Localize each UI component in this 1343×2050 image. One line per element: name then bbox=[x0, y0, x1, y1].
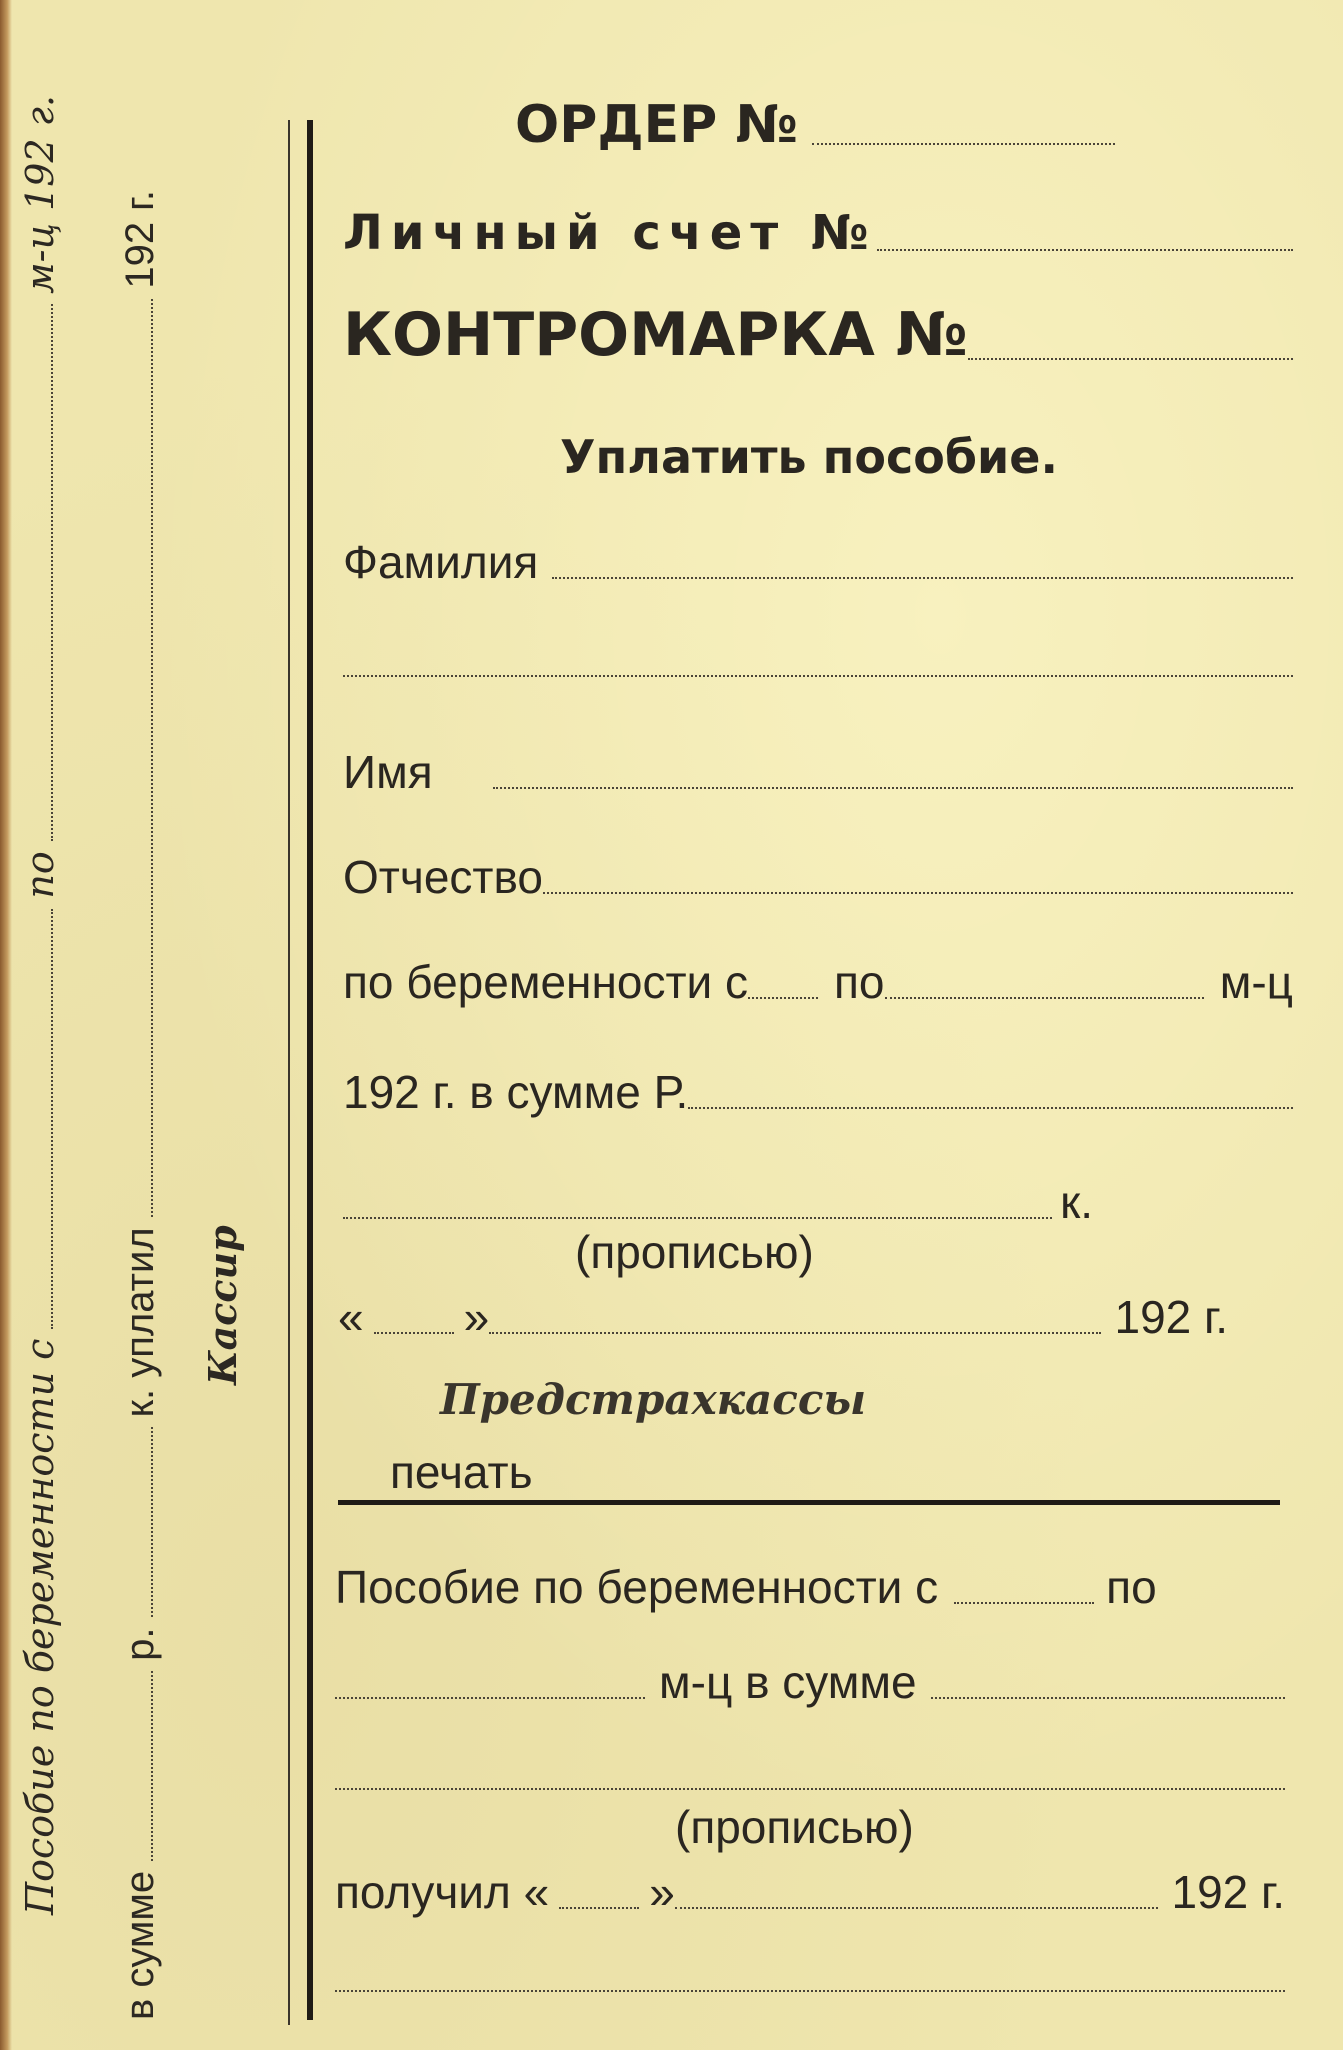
quote-close: » bbox=[463, 1291, 490, 1343]
side-sum-date-blank[interactable] bbox=[123, 299, 153, 1218]
side-benefit-prefix: Пособие по беременности с bbox=[18, 1338, 62, 1915]
year-sum-label: 192 г. в сумме Р. bbox=[343, 1066, 689, 1118]
pregnancy-month-label: м-ц bbox=[1219, 956, 1293, 1008]
stamp-label: печать bbox=[390, 1446, 533, 1498]
year-sum-row bbox=[343, 1065, 1293, 1119]
pay-title: Уплатить пособие. bbox=[560, 430, 1058, 484]
pregnancy-to-label: по bbox=[834, 956, 885, 1008]
counterfoil-in-words-caption: (прописью) bbox=[675, 1801, 914, 1853]
side-sum-paid: к. уплатил bbox=[118, 1227, 162, 1418]
side-benefit-po: по bbox=[18, 851, 62, 899]
kopecks-label: к. bbox=[1060, 1176, 1093, 1228]
date-day-blank[interactable] bbox=[374, 1332, 454, 1334]
quote-open: « bbox=[338, 1291, 364, 1343]
pregnancy-to-blank[interactable] bbox=[885, 997, 1204, 999]
order-number-blank[interactable] bbox=[812, 143, 1115, 145]
counterfoil-received-row bbox=[335, 1865, 1285, 1919]
surname-blank[interactable] bbox=[552, 577, 1293, 579]
sum-in-words-blank[interactable] bbox=[343, 1217, 1052, 1219]
pregnancy-from-label: по беременности с bbox=[343, 956, 748, 1008]
counterfoil-to-label: по bbox=[1106, 1561, 1157, 1613]
patronymic-blank[interactable] bbox=[543, 892, 1293, 894]
name-row bbox=[343, 745, 1293, 799]
name-blank[interactable] bbox=[493, 787, 1293, 789]
surname-blank-continued[interactable] bbox=[343, 675, 1293, 677]
date-row bbox=[338, 1290, 1228, 1344]
counterfoil-year-label: 192 г. bbox=[1171, 1866, 1285, 1918]
counterfoil-words-blank[interactable] bbox=[335, 1788, 1285, 1790]
side-cashier-label: Кассир bbox=[200, 1225, 245, 1385]
stub-border-line bbox=[307, 120, 313, 2020]
counterfoil-month-blank[interactable] bbox=[675, 1907, 1158, 1909]
date-year-label: 192 г. bbox=[1114, 1291, 1228, 1343]
side-benefit-to-blank[interactable] bbox=[23, 304, 53, 841]
paper-edge bbox=[0, 0, 12, 2050]
account-label: Личный счет № bbox=[343, 205, 877, 261]
in-words-caption: (прописью) bbox=[575, 1226, 814, 1278]
name-label: Имя bbox=[343, 746, 433, 798]
kopecks-row bbox=[343, 1175, 1093, 1229]
patronymic-label: Отчество bbox=[343, 851, 543, 903]
order-number-row bbox=[515, 95, 1115, 155]
counterfoil-to-blank[interactable] bbox=[335, 1697, 645, 1699]
side-sum-kop-blank[interactable] bbox=[123, 1427, 153, 1617]
pregnancy-from-blank[interactable] bbox=[748, 997, 818, 999]
counterfoil-period-label: Пособие по беременности с bbox=[335, 1561, 939, 1613]
account-number-blank[interactable] bbox=[877, 249, 1293, 251]
counterfoil-sum-row bbox=[335, 1655, 1285, 1709]
counterfoil-period-row bbox=[335, 1560, 1285, 1614]
pregnancy-period-row bbox=[343, 955, 1293, 1009]
patronymic-row bbox=[343, 850, 1293, 904]
sum-rubles-blank[interactable] bbox=[688, 1107, 1293, 1109]
side-benefit-from-blank[interactable] bbox=[23, 909, 53, 1329]
surname-label: Фамилия bbox=[343, 536, 539, 588]
surname-row bbox=[343, 535, 1293, 589]
counterfoil-from-blank[interactable] bbox=[954, 1602, 1094, 1604]
counterfoil-received-label: получил « bbox=[335, 1866, 550, 1918]
control-mark-row bbox=[343, 300, 1293, 370]
stamp-organization: Предстрахкассы bbox=[440, 1375, 867, 1424]
control-mark-label: КОНТРОМАРКА № bbox=[343, 300, 968, 370]
side-sum-rub-blank[interactable] bbox=[123, 1671, 153, 1861]
side-sum-year: 192 г. bbox=[118, 190, 162, 289]
order-label: ОРДЕР № bbox=[515, 95, 798, 155]
side-sum-line bbox=[118, 190, 163, 2020]
counterfoil-signature-blank[interactable] bbox=[335, 1990, 1285, 1992]
counterfoil-sum-blank[interactable] bbox=[931, 1697, 1285, 1699]
account-row bbox=[343, 205, 1293, 261]
side-benefit-suffix: м-ц 192 г. bbox=[18, 95, 62, 294]
counterfoil-day-blank[interactable] bbox=[559, 1907, 639, 1909]
side-sum-rub: р. bbox=[118, 1627, 162, 1661]
perforation-line bbox=[288, 120, 290, 2025]
counterfoil-quote-close: » bbox=[649, 1866, 675, 1918]
control-mark-number-blank[interactable] bbox=[968, 358, 1293, 360]
side-benefit-line bbox=[18, 95, 62, 1915]
side-sum-prefix: в сумме bbox=[118, 1870, 162, 2020]
counterfoil-month-sum-label: м-ц в сумме bbox=[659, 1656, 917, 1708]
section-divider bbox=[338, 1500, 1280, 1505]
date-month-blank[interactable] bbox=[489, 1332, 1100, 1334]
